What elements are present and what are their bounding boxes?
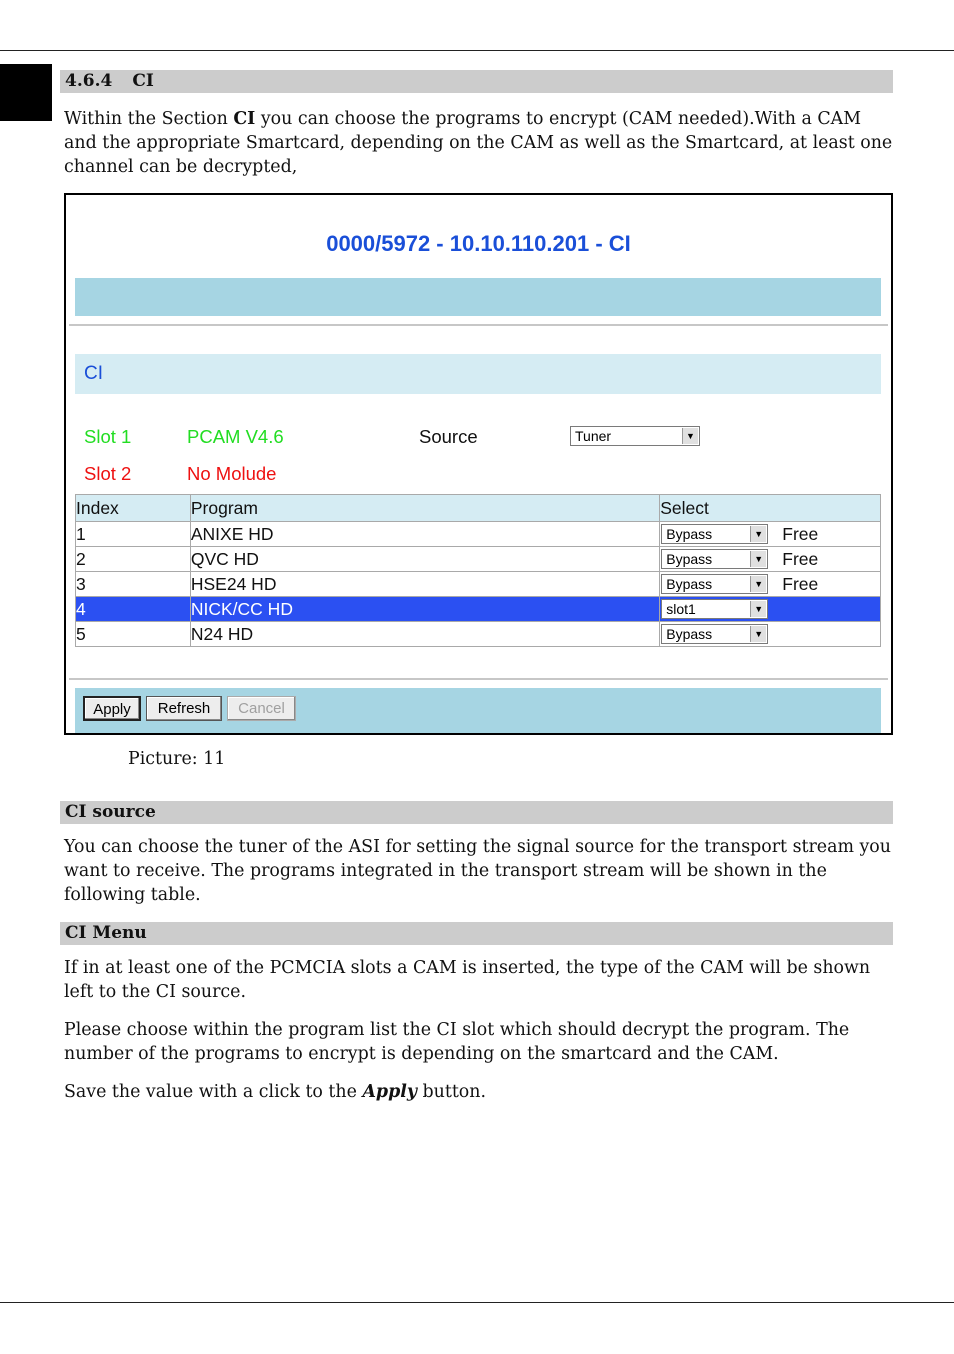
row-program: ANIXE HD — [190, 522, 659, 547]
source-value: Tuner — [575, 428, 612, 444]
row-select-cell — [660, 522, 881, 547]
slot-select[interactable] — [661, 524, 768, 544]
row-select-cell — [660, 622, 881, 647]
top-rule — [0, 50, 954, 51]
slot-select[interactable] — [661, 549, 768, 569]
header-program: Program — [190, 495, 659, 522]
button-bar — [75, 688, 881, 733]
source-label: Source — [419, 426, 478, 447]
row-index: 4 — [76, 597, 191, 622]
chevron-down-icon[interactable]: ▼ — [750, 626, 766, 642]
table-row-selected — [76, 597, 881, 622]
ci-screenshot — [64, 193, 893, 735]
row-select-cell — [660, 597, 881, 622]
slot-select[interactable] — [661, 599, 768, 619]
ci-header: CI — [75, 354, 881, 394]
slot2-module: No Molude — [187, 463, 277, 484]
row-program: QVC HD — [190, 547, 659, 572]
intro-text-a: Within the Section — [64, 109, 234, 129]
intro-bold: CI — [233, 109, 256, 129]
slot-select-value: Bypass — [666, 576, 713, 592]
row-select-cell — [660, 572, 881, 597]
chevron-down-icon[interactable]: ▼ — [750, 551, 766, 567]
row-index: 5 — [76, 622, 191, 647]
intro-text-b: you can choose the programs to encrypt (CAM needed).With a CAM and the appropriate Smartcard, depending on the CAM as well as the Smartcard, at least one channel can be decrypted, — [64, 109, 893, 177]
save-text-bold: Apply — [362, 1082, 417, 1102]
save-text-a: Save the value with a click to the — [64, 1082, 363, 1102]
row-status: Free — [782, 549, 819, 569]
section-title: CI — [132, 71, 154, 91]
slot-select[interactable] — [661, 574, 768, 594]
row-status: Free — [782, 574, 819, 594]
figure-caption: Picture: 11 — [128, 749, 226, 769]
chevron-down-icon[interactable]: ▼ — [750, 601, 766, 617]
row-select-cell — [660, 547, 881, 572]
slot1-label: Slot 1 — [84, 426, 132, 447]
section-heading — [60, 70, 893, 93]
slot1-module: PCAM V4.6 — [187, 426, 284, 447]
ci-menu-text-1: If in at least one of the PCMCIA slots a CAM is inserted, the type of the CAM will be shown left to the CI source. — [64, 958, 871, 1002]
divider — [69, 678, 888, 680]
table-row — [76, 572, 881, 597]
table-row — [76, 547, 881, 572]
slot-select[interactable] — [661, 624, 768, 644]
apply-button[interactable]: Apply — [83, 696, 141, 721]
slot-select-value: Bypass — [666, 626, 713, 642]
row-program: NICK/CC HD — [190, 597, 659, 622]
slot-select-value: slot1 — [666, 601, 696, 617]
chevron-down-icon[interactable]: ▼ — [750, 526, 766, 542]
table-row — [76, 522, 881, 547]
cancel-button[interactable]: Cancel — [227, 696, 296, 721]
row-program: HSE24 HD — [190, 572, 659, 597]
ci-menu-text-2: Please choose within the program list the CI slot which should decrypt the program. The number of the programs to encrypt is depending on the smartcard and the CAM. — [64, 1020, 850, 1064]
slot-select-value: Bypass — [666, 526, 713, 542]
bottom-rule — [0, 1302, 954, 1303]
slot-select-value: Bypass — [666, 551, 713, 567]
slot2-label: Slot 2 — [84, 463, 132, 484]
refresh-button[interactable]: Refresh — [146, 696, 222, 721]
ci-source-heading: CI source — [60, 801, 893, 824]
table-row — [76, 622, 881, 647]
title-bar — [75, 278, 881, 316]
table-header — [76, 495, 881, 522]
chevron-down-icon[interactable]: ▼ — [750, 576, 766, 592]
row-index: 1 — [76, 522, 191, 547]
row-status: Free — [782, 524, 819, 544]
row-index: 3 — [76, 572, 191, 597]
source-select[interactable] — [570, 426, 700, 446]
row-index: 2 — [76, 547, 191, 572]
chevron-down-icon[interactable]: ▼ — [682, 428, 698, 444]
divider — [69, 324, 888, 326]
ci-menu-text-3 — [64, 1080, 894, 1104]
ci-menu-heading: CI Menu — [60, 922, 893, 945]
header-index: Index — [76, 495, 191, 522]
ci-source-text: You can choose the tuner of the ASI for setting the signal source for the transport stream you want to receive. The programs integrated in the transport stream will be shown in the following table. — [64, 837, 891, 905]
header-select: Select — [660, 495, 881, 522]
device-title: 0000/5972 - 10.10.110.201 - CI — [326, 231, 631, 256]
intro-paragraph — [64, 107, 894, 179]
program-table — [75, 494, 881, 647]
section-number: 4.6.4 — [65, 71, 113, 91]
chapter-marker — [0, 64, 52, 121]
save-text-b: button. — [416, 1082, 487, 1102]
row-program: N24 HD — [190, 622, 659, 647]
